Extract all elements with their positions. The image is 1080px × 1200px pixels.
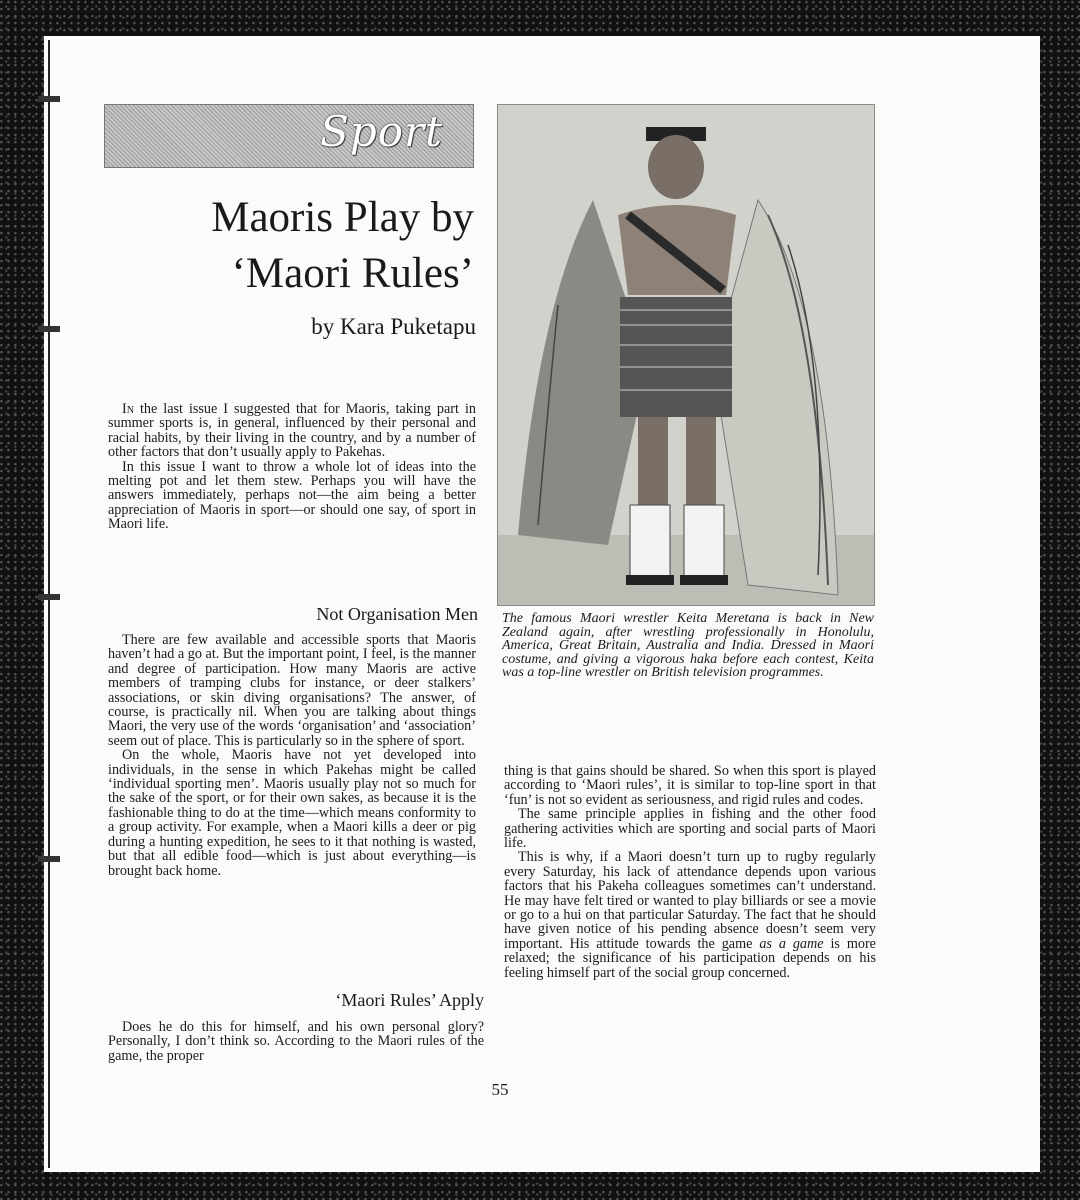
page-number: 55 [491, 1080, 509, 1099]
section-2-paragraph-1: Does he do this for himself, and his own personal glory? Personally, I don’t think so. According to the Maori rules of the game, the proper [108, 1019, 484, 1064]
byline: by Kara Puketapu [311, 314, 476, 339]
right-paragraph-3-a: This is why, if a Maori doesn’t turn up to rugby regularly every Saturday, his lack of attendance depends upon various factors that his Pakeha colleagues sometimes can’t understand. He may have felt tired or wanted to play billiards or see a movie or go to a hui on that particular Saturday. The fact that he should have given notice of his pending absence doesn’t seem very important. His attitude towards the game [504, 849, 876, 952]
section-1-paragraph-2: On the whole, Maoris have not yet developed into individuals, in the sense in which Pakehas might be called ‘individual sporting men’. Maoris usually play not so much for the sake of the sport, or for their own sakes, as because it is the fashionable thing to do at the time—which means conformity to a group activity. For example, when a Maori kills a deer or pig during a hunting expedition, he sees to it that nothing is wasted, but that all edible food—which is just about everything—is brought back home. [108, 747, 476, 879]
right-paragraph-1: thing is that gains should be shared. So when this sport is played according to ‘Maori rules’, it is similar to top-line sport in that ‘fun’ is not so evident as seriousness, and rigid rules and codes. [504, 763, 876, 808]
intro-paragraph-2: In this issue I want to throw a whole lot of ideas into the melting pot and let them stew. Perhaps you will have the answers immediately, perhaps not—the aim being a better appreciation of Maoris in sport—or should one say, of sport in Maori life. [108, 458, 476, 533]
section-2-text [108, 1020, 484, 1063]
binding-mark [38, 594, 60, 600]
right-paragraph-3 [504, 850, 876, 980]
photo-caption: The famous Maori wrestler Keita Meretana is back in New Zealand again, after wrestling professionally in Honolulu, America, Great Britain, Australia and India. Dressed in Maori costume, and giving a vigorous haka before each contest, Keita was a top-line wrestler on British television programmes. [502, 611, 874, 681]
binding-mark [38, 326, 60, 332]
section-1-text [108, 633, 476, 878]
title-line-2: ‘Maori Rules’ [231, 250, 474, 297]
binding-edge [48, 40, 50, 1168]
intro-text [108, 402, 476, 532]
intro-paragraph-1 [108, 402, 476, 460]
binding-mark [38, 96, 60, 102]
intro-paragraph-1-text: the last issue I suggested that for Maoris, taking part in summer sports is, in general, influenced by their personal and racial habits, by their living in the country, and by a number of other factors that don’t usually apply to Pakehas. [108, 401, 476, 461]
section-banner [104, 104, 474, 168]
intro-smallcaps: In [122, 401, 134, 417]
right-paragraph-3-emphasis: as a game [759, 935, 824, 952]
wrestler-illustration [498, 105, 874, 605]
subheading-not-organisation-men: Not Organisation Men [316, 604, 478, 624]
wrestler-photo [497, 104, 875, 606]
binding-mark [38, 856, 60, 862]
article-title [110, 190, 474, 302]
section-label: Sport [320, 107, 443, 156]
right-paragraph-2: The same principle applies in fishing and the other food gathering activities which are sporting and social parts of Maori life. [504, 806, 876, 852]
right-paragraph-3-b: is more relaxed; the significance of his participation depends on his feeling himself part of the social group concerned. [504, 935, 876, 981]
subheading-maori-rules-apply: ‘Maori Rules’ Apply [335, 990, 484, 1010]
right-column-text [504, 764, 876, 980]
title-line-1: Maoris Play by [211, 194, 474, 241]
section-1-paragraph-1: There are few available and accessible sports that Maoris haven’t had a go at. But the important point, I feel, is the manner and degree of participation. How many Maoris are active members of tramping clubs for instance, or deer stalkers’ associations, or skin diving organisations? The answer, of course, is practically nil. When you are talking about things Maori, the very use of the words ‘organisation’ and ‘association’ seem out of place. This is particularly so in the sphere of sport. [108, 632, 476, 749]
